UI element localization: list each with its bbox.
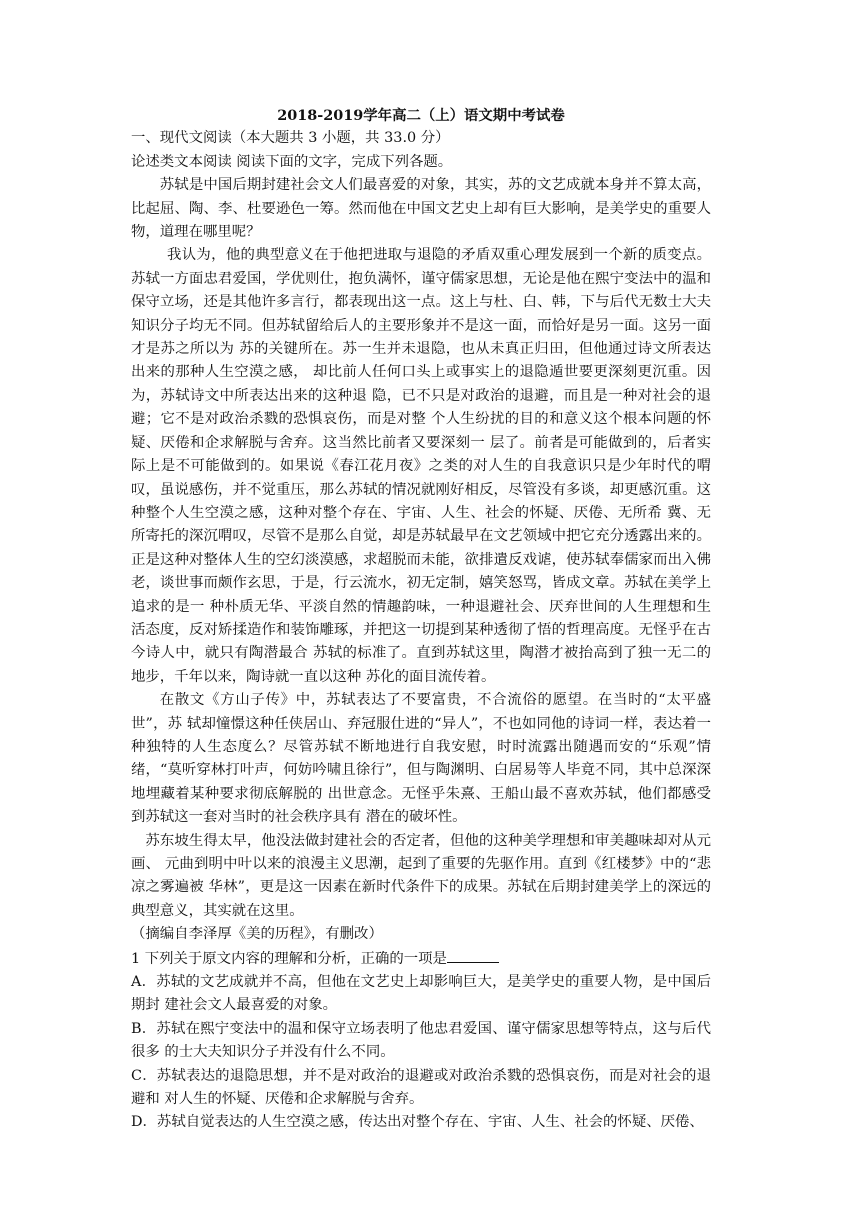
- answer-blank[interactable]: [447, 947, 499, 963]
- option-c: C．苏轼表达的退隐思想，并不是对政治的退避或对政治杀戮的恐惧哀伤，而是对社会的退避和 对人生的怀疑、厌倦和企求解脱与舍弃。: [131, 1067, 711, 1108]
- option-a: A．苏轼的文艺成就并不高，但他在文艺史上却影响巨大，是美学史的重要人物，是中国后期封 建社会文人最喜爱的对象。: [131, 974, 711, 1014]
- exam-title: 2018-2019学年高二（上）语文期中考试卷: [277, 107, 565, 124]
- option-b: B．苏轼在熙宁变法中的温和保守立场表明了他忠君爱国、谨守儒家思想等特点，这与后代很多 的士大夫知识分子并没有什么不同。: [131, 1020, 711, 1061]
- passage-paragraph-4: 苏东坡生得太早，他没法做封建社会的否定者，但他的这种美学理想和审美趣味却对从元画、 元曲到明中叶以来的浪漫主义思潮，起到了重要的先驱作用。直到《红楼梦》中的“悲凉之雾遍被 华林”，更是这一因素在新时代条件下的成果。苏轼在后期封建美学上的深远的典型意义，其实就在这里。: [131, 832, 711, 919]
- exam-page: [131, 104, 711, 1135]
- option-d: D．苏轼自觉表达的人生空漠之感，传达出对整个存在、宇宙、人生、社会的怀疑、厌倦、: [131, 1114, 704, 1131]
- section-heading: 一、现代文阅读（本大题共 3 小题，共 33.0 分）: [131, 130, 450, 147]
- passage-paragraph-1: 苏轼是中国后期封建社会文人们最喜爱的对象，其实，苏的文艺成就本身并不算太高，比起屈、陶、李、杜要逊色一筹。然而他在中国文艺史上却有巨大影响，是美学史的重要人物，道理在哪里呢？: [131, 177, 711, 241]
- question-stem-text: 1 下列关于原文内容的理解和分析，正确的一项是: [131, 950, 447, 967]
- passage-paragraph-2: 我认为，他的典型意义在于他把进取与退隐的矛盾双重心理发展到一个新的质变点。 苏轼一方面忠君爱国，学优则仕，抱负满怀，谨守儒家思想，无论是他在熙宁变法中的温和保守立场，还是其他许多言行，都表现出这一点。这上与杜、白、韩，下与后代无数士大夫知识分子均无不同。但苏轼留给后人的主要形象并不是这一面，而恰好是另一面。这另一面才是苏之所以为 苏的关键所在。苏一生并未退隐，也从未真正归田，但他通过诗文所表达出来的那种人生空漠之感， 却比前人任何口头上或事实上的退隐遁世要更深刻更沉重。因为，苏轼诗文中所表达出来的这种退 隐，已不只是对政治的退避，而且是一种对社会的退避；它不是对政治杀戮的恐惧哀伤，而是对整 个人生纷扰的目的和意义这个根本问题的怀疑、厌倦和企求解脱与舍弃。这当然比前者又要深刻一 层了。前者是可能做到的，后者实际上是不可能做到的。如果说《春江花月夜》之类的对人生的自我意识只是少年时代的喟叹，虽说感伤，并不觉重压，那么苏轼的情况就刚好相反，尽管没有多谈，却更感沉重。这种整个人生空漠之感，这种对整个存在、宇宙、人生、社会的怀疑、厌倦、无所希 冀、无所寄托的深沉喟叹，尽管不是那么自觉，却是苏轼最早在文艺领域中把它充分透露出来的。 正是这种对整体人生的空幻淡漠感，求超脱而未能，欲排遣反戏谑，使苏轼奉儒家而出入佛老，谈世事而颇作玄思，于是，行云流水，初无定制，嬉笑怒骂，皆成文章。苏轼在美学上追求的是一 种朴质无华、平淡自然的情趣韵味，一种退避社会、厌弃世间的人生理想和生活态度，反对矫揉造作和装饰雕琢，并把这一切提到某种透彻了悟的哲理高度。无怪乎在古今诗人中，就只有陶潜最合 苏轼的标准了。直到苏轼这里，陶潜才被抬高到了独一无二的地步，千年以来，陶诗就一直以这种 苏化的面目流传着。: [131, 247, 711, 685]
- question-1-stem: [131, 947, 711, 971]
- passage-paragraph-3: 在散文《方山子传》中，苏轼表达了不要富贵，不合流俗的愿望。在当时的“太平盛世”，苏 轼却憧憬这种任侠居山、弃冠服仕进的“异人”，不也如同他的诗词一样，表达着一种独特的人生态度么？尽管苏轼不断地进行自我安慰，时时流露出随遇而安的“乐观”情绪，“莫听穿林打叶声，何妨吟啸且徐行”，但与陶渊明、白居易等人毕竟不同，其中总深深地埋藏着某种要求彻底解脱的 出世意念。无怪乎朱熹、王船山最不喜欢苏轼，他们都感受到苏轼这一套对当时的社会秩序具有 潜在的破坏性。: [131, 692, 711, 826]
- reading-instruction: 论述类文本阅读 阅读下面的文字，完成下列各题。: [131, 153, 453, 170]
- source-citation: （摘编自李泽厚《美的历程》，有删改）: [131, 926, 383, 943]
